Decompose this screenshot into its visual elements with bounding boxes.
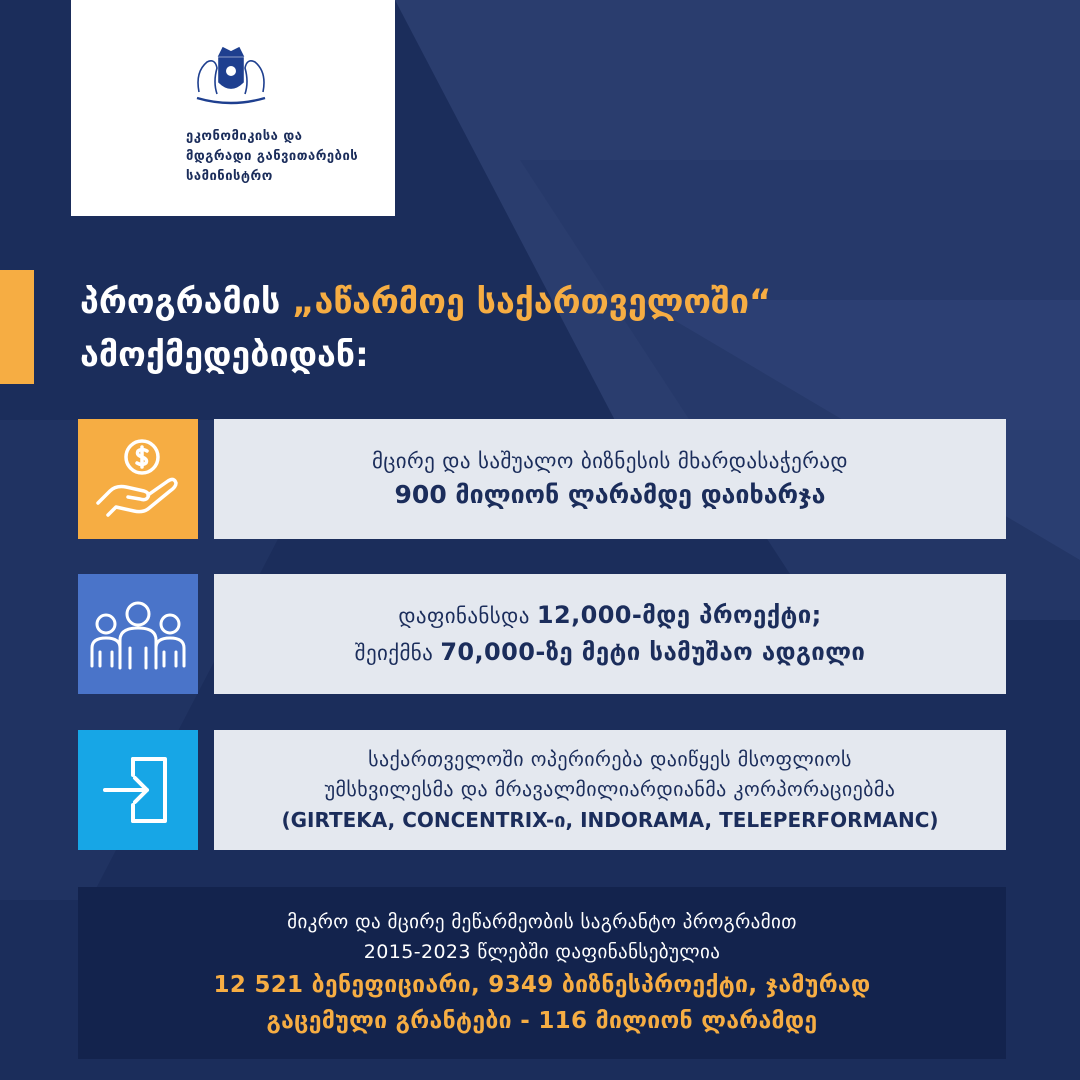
info-box-projects — [214, 574, 1006, 694]
icon-box-corporations — [78, 730, 198, 850]
headline-prefix: პროგრამის — [80, 282, 293, 322]
footer-line1: მიკრო და მცირე მეწარმეობის საგრანტო პროგრამით — [287, 911, 797, 933]
jobs-line — [355, 634, 866, 671]
headline-line2: ამოქმედებიდან: — [80, 335, 369, 375]
ministry-name — [186, 127, 358, 187]
ministry-name-line2: მდგრადი განვითარების — [186, 149, 359, 164]
footer-line3: 12 521 ბენეფიციარი, 9349 ბიზნესპროექტი, ჯამურად — [213, 972, 871, 998]
funding-description: მცირე და საშუალო ბიზნესის მხარდასაჭერად — [372, 449, 848, 473]
funding-amount: 900 მილიონ ლარამდე დაიხარჯა — [394, 480, 826, 509]
corporations-line2: უმსხვილესმა და მრავალმილიარდიანმა კორპორაციებმა — [324, 777, 896, 801]
projects-count: 12,000-მდე პროექტი; — [536, 601, 822, 629]
enter-door-icon — [93, 745, 183, 835]
ministry-name-line1: ეკონომიკისა და — [186, 129, 303, 144]
coat-of-arms-icon — [191, 42, 271, 108]
ministry-name-line3: სამინისტრო — [186, 169, 273, 184]
info-box-corporations — [214, 730, 1006, 850]
accent-bar — [0, 270, 34, 384]
jobs-label: შეიქმნა — [354, 641, 441, 665]
icon-box-projects — [78, 574, 198, 694]
corporations-line1: საქართველოში ოპერირება დაიწყეს მსოფლიოს — [368, 747, 852, 771]
money-hand-icon — [90, 431, 186, 527]
footer-grant-summary — [78, 887, 1006, 1059]
people-group-icon — [86, 594, 190, 674]
projects-line — [398, 597, 821, 634]
projects-label: დაფინანსდა — [398, 604, 537, 628]
footer-line2: 2015-2023 წლებში დაფინანსებულია — [363, 941, 721, 963]
icon-box-funding — [78, 419, 198, 539]
info-box-funding — [214, 419, 1006, 539]
corporations-list: (GIRTEKA, CONCENTRIX-ი, INDORAMA, TELEPERFORMANC) — [281, 808, 939, 832]
headline-line1 — [80, 276, 1060, 329]
ministry-logo-card — [71, 0, 395, 216]
headline — [80, 276, 1060, 382]
headline-program-name: „აწარმოე საქართველოში“ — [292, 282, 772, 322]
footer-line4: გაცემული გრანტები - 116 მილიონ ლარამდე — [266, 1008, 818, 1034]
jobs-count: 70,000-ზე მეტი სამუშაო ადგილი — [440, 638, 866, 666]
